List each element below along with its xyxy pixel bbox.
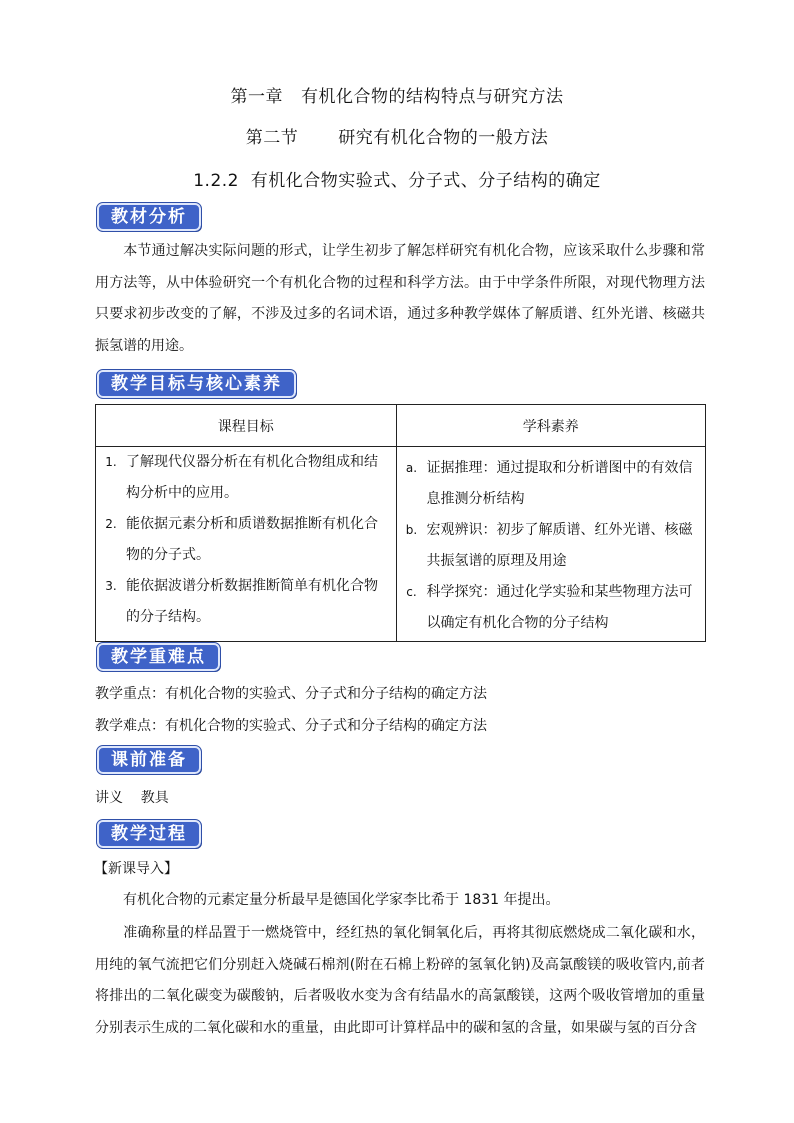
key-point-text: 教学重点：有机化合物的实验式、分子式和分子结构的确定方法: [95, 686, 487, 702]
process-badge: 教学过程: [97, 820, 201, 848]
goals-header-literacy: 学科素养: [396, 405, 706, 447]
list-item: [96, 571, 386, 633]
analysis-text: 本节通过解决实际问题的形式，让学生初步了解怎样研究有机化合物，应该采取什么步骤和常用方法等，从中体验研究一个有机化合物的过程和科学方法。由于中学条件所限，对现代物理方法只要求初步改变的了解，不涉及过多的名词术语，通过多种教学媒体了解质谱、红外光谱、核磁共振氢谱的用途。: [95, 243, 705, 354]
list-item: [397, 515, 700, 577]
analysis-paragraph: [95, 236, 705, 362]
chapter-number: 第一章: [230, 87, 283, 107]
goals-header-course: 课程目标: [96, 405, 397, 447]
list-item: [96, 447, 386, 509]
course-goals-cell: [96, 447, 397, 642]
literacy-text: 宏观辨识：初步了解质谱、红外光谱、核磁共振氢谱的原理及用途: [426, 522, 693, 569]
literacy-text: 证据推理：通过提取和分析谱图中的有效信息推测分析结构: [426, 460, 693, 507]
prep-badge: 课前准备: [97, 746, 201, 774]
goals-table-header-row: [96, 405, 706, 447]
list-marker: 1.: [105, 455, 117, 469]
course-goal-text: 能依据波谱分析数据推断简单有机化合物的分子结构。: [126, 578, 378, 625]
difficult-point-text: 教学难点：有机化合物的实验式、分子式和分子结构的确定方法: [95, 718, 487, 734]
course-goal-text: 了解现代仪器分析在有机化合物组成和结构分析中的应用。: [126, 454, 378, 501]
list-marker: 2.: [105, 517, 117, 531]
chapter-heading: [0, 82, 794, 107]
analysis-badge: 教材分析: [97, 203, 201, 231]
literacy-cell: [396, 447, 706, 642]
section-heading: [0, 123, 794, 148]
prep-text: 讲义 教具: [95, 790, 169, 806]
list-marker: b.: [405, 523, 418, 537]
lesson-title: 1.2.2 有机化合物实验式、分子式、分子结构的确定: [193, 171, 601, 191]
list-marker: c.: [406, 585, 417, 599]
new-lesson-label: 【新课导入】: [94, 861, 178, 877]
goals-table: [95, 404, 706, 642]
new-lesson-text-2: 准确称量的样品置于一燃烧管中，经红热的氧化铜氧化后，再将其彻底燃烧成二氧化碳和水，用纯的氧气流把它们分别赶入烧碱石棉剂(附在石棉上粉碎的氢氧化钠)及高氯酸镁的吸收管内,前者将排出的二氧化碳变为碳酸钠，后者吸收水变为含有结晶水的高氯酸镁，这两个吸收管增加的重量分别表示生成的二氧化碳和水的重量，由此即可计算样品中的碳和氢的含量，如果碳与氢的百分含: [95, 925, 705, 1036]
key-points-badge: 教学重难点: [97, 643, 220, 671]
list-item: [96, 509, 386, 571]
new-lesson-paragraph-2: [95, 918, 705, 1044]
goals-table-row: [96, 447, 706, 642]
list-marker: 3.: [105, 579, 117, 593]
section-number: 第二节: [245, 128, 299, 148]
course-goal-text: 能依据元素分析和质谱数据推断有机化合物的分子式。: [126, 516, 378, 563]
list-item: [397, 577, 700, 639]
section-title: 研究有机化合物的一般方法: [338, 128, 549, 148]
new-lesson-paragraph-1: 有机化合物的元素定量分析最早是德国化学家李比希于 1831 年提出。: [123, 892, 560, 908]
chapter-title: 有机化合物的结构特点与研究方法: [301, 87, 564, 107]
list-marker: a.: [405, 461, 418, 475]
goals-badge: 教学目标与核心素养: [97, 370, 296, 398]
literacy-text: 科学探究：通过化学实验和某些物理方法可以确定有机化合物的分子结构: [426, 584, 693, 631]
list-item: [397, 453, 700, 515]
